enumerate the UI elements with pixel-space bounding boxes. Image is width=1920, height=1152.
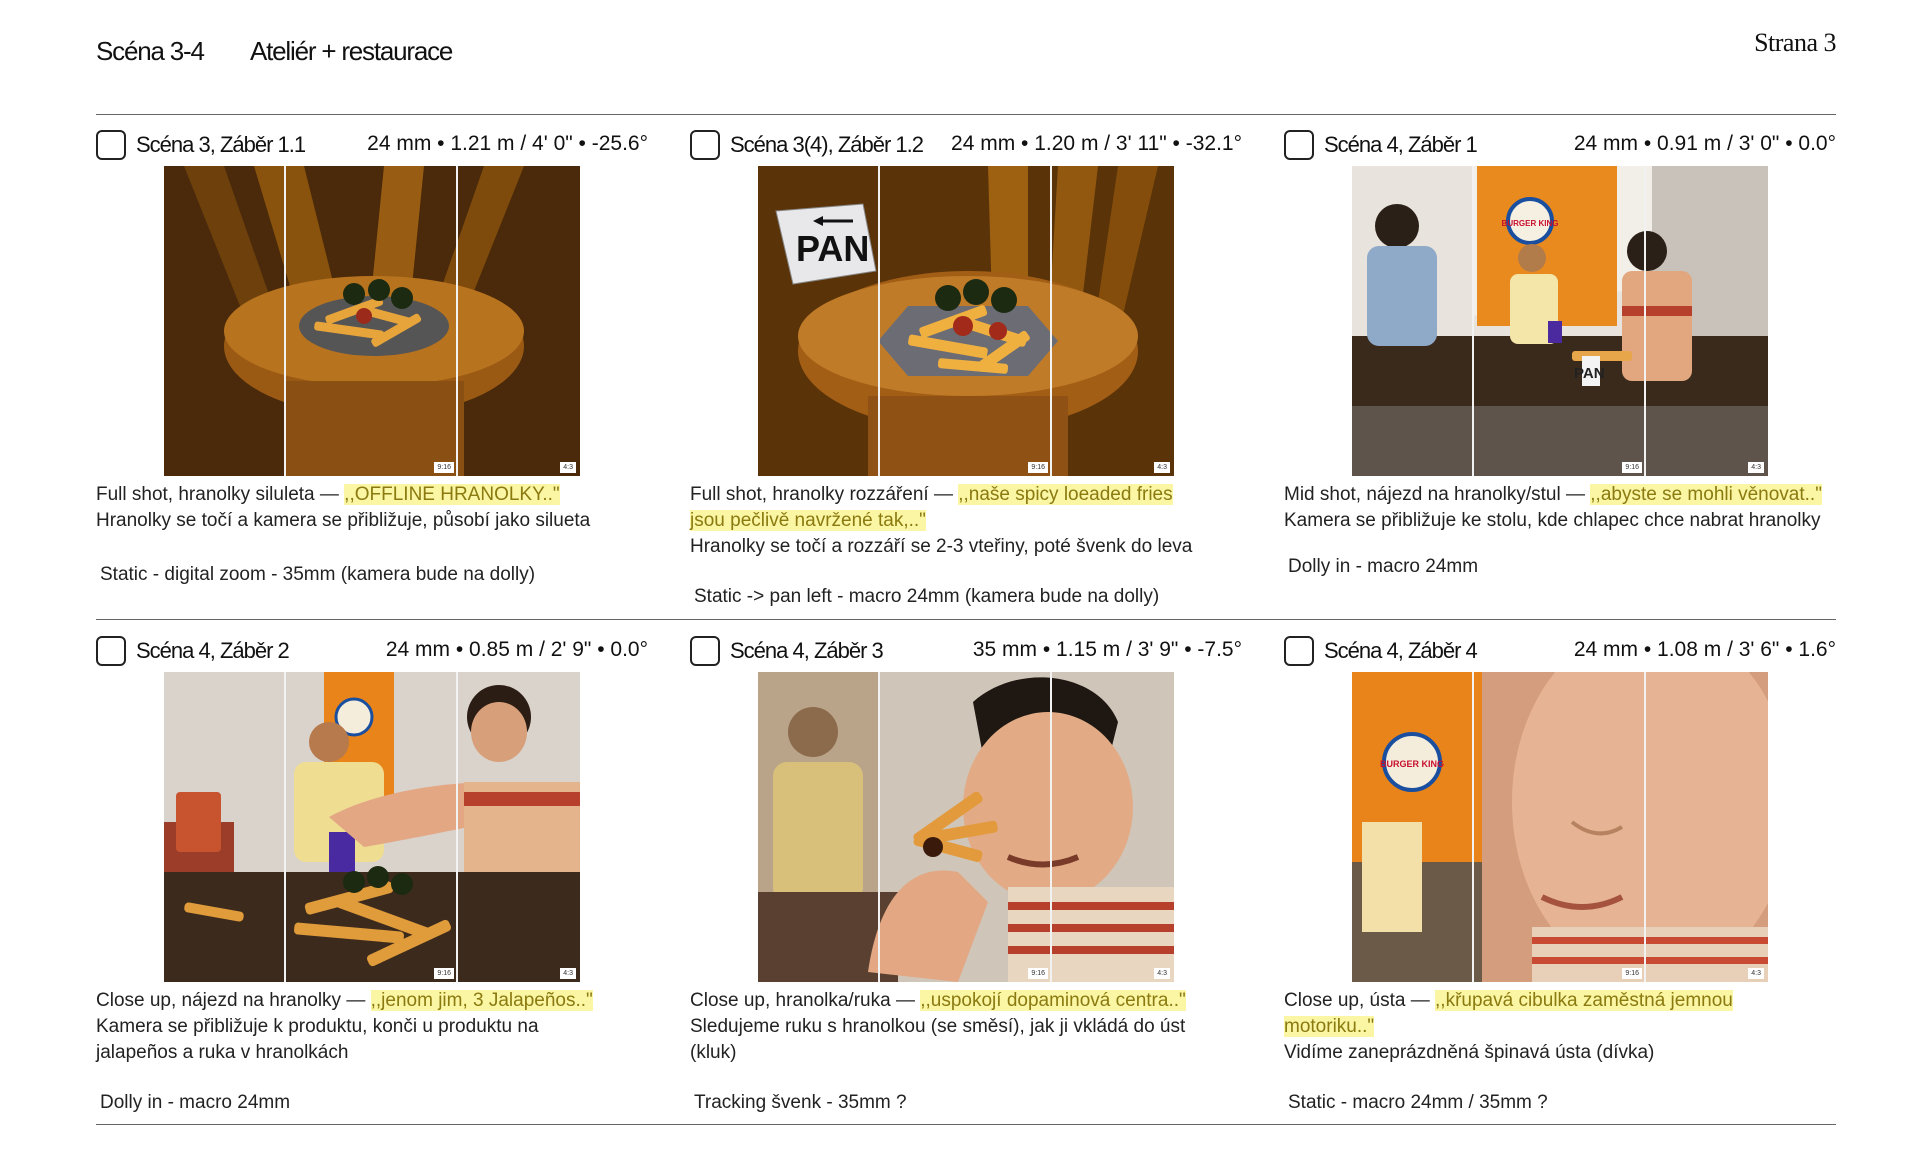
dialogue-quote: ,,jenom jim, 3 Jalapeños.." [370, 990, 593, 1011]
storyboard-frame [1352, 672, 1768, 982]
lens-info: 24 mm • 1.08 m / 3' 6" • 1.6° [1573, 638, 1836, 661]
dialogue-quote: ,,křupavá cibulka zaměstná jemnou [1435, 990, 1733, 1011]
lens-info: 24 mm • 1.21 m / 4' 0" • -25.6° [367, 132, 648, 155]
crop-guide-9-16 [1472, 672, 1646, 982]
storyboard-frame [164, 166, 580, 476]
dialogue-quote: ,,naše spicy loeaded fries [958, 484, 1173, 505]
shot-panel-4 [96, 634, 648, 1134]
shot-checkbox[interactable] [690, 130, 720, 160]
lens-info: 24 mm • 1.20 m / 3' 11" • -32.1° [951, 132, 1242, 155]
shot-panel-2 [690, 128, 1242, 628]
panel-header [1284, 128, 1836, 162]
shot-panel-1 [96, 128, 648, 628]
pan-sign-text: PAN [796, 228, 870, 269]
scene-title: Scéna 3-4 [96, 36, 204, 66]
shot-description [690, 482, 1250, 560]
dialogue-quote: ,,OFFLINE HRANOLKY.." [344, 484, 560, 505]
crop-tag-4-3: 4:3 [560, 462, 576, 473]
description-line-1: Close up, nájezd na hranolky — ,,jenom jim, 3 Jalapeños.." [96, 990, 593, 1011]
shot-description [96, 482, 656, 534]
storyboard-frame [758, 672, 1174, 982]
description-line-1: Close up, hranolka/ruka — ,,uspokojí dopaminová centra.." [690, 990, 1186, 1011]
shot-checkbox[interactable] [690, 636, 720, 666]
crop-guide-9-16 [1472, 166, 1646, 476]
description-line-2 [1284, 1014, 1844, 1040]
crop-tag-9-16: 9:16 [1028, 968, 1048, 979]
crop-tag-9-16: 9:16 [1622, 968, 1642, 979]
shot-label: Scéna 3(4), Záběr 1.2 [730, 132, 924, 157]
shot-checkbox[interactable] [96, 130, 126, 160]
dialogue-quote-continued: jsou pečlivě navržené tak,.." [690, 510, 926, 531]
description-line-1: Full shot, hranolky rozzáření — ,,naše spicy loeaded fries [690, 484, 1173, 505]
crop-guide-9-16 [878, 672, 1052, 982]
top-divider [96, 114, 1836, 115]
crop-guide-9-16 [284, 166, 458, 476]
crop-tag-4-3: 4:3 [1154, 462, 1170, 473]
crop-tag-4-3: 4:3 [1154, 968, 1170, 979]
crop-tag-9-16: 9:16 [434, 968, 454, 979]
camera-technique: Static - digital zoom - 35mm (kamera bude na dolly) [100, 564, 536, 585]
page-number: Strana 3 [1754, 28, 1836, 57]
camera-technique: Static - macro 24mm / 35mm ? [1288, 1092, 1548, 1113]
description-line-3: (kluk) [690, 1042, 737, 1063]
panel-header [690, 128, 1242, 162]
shot-label: Scéna 3, Záběr 1.1 [136, 132, 306, 157]
description-line-2: Sledujeme ruku s hranolkou (se směsí), jak ji vkládá do úst [690, 1016, 1186, 1037]
description-line-1: Close up, ústa — ,,křupavá cibulka zaměstná jemnou [1284, 990, 1733, 1011]
shot-description [690, 988, 1250, 1066]
crop-tag-4-3: 4:3 [560, 968, 576, 979]
shot-panel-5 [690, 634, 1242, 1134]
table-sign-text: PAN [1574, 365, 1605, 382]
burger-logo-text: BURGER KING [1379, 759, 1445, 769]
shot-panel-6 [1284, 634, 1836, 1134]
panel-header [96, 128, 648, 162]
shot-label: Scéna 4, Záběr 1 [1324, 132, 1477, 157]
shot-checkbox[interactable] [1284, 636, 1314, 666]
lens-info: 24 mm • 0.85 m / 2' 9" • 0.0° [385, 638, 648, 661]
dialogue-quote: ,,uspokojí dopaminová centra.." [920, 990, 1186, 1011]
panel-header [1284, 634, 1836, 668]
crop-guide-9-16 [878, 166, 1052, 476]
crop-tag-4-3: 4:3 [1748, 968, 1764, 979]
dialogue-quote: ,,abyste se mohli věnovat.." [1590, 484, 1822, 505]
shot-label: Scéna 4, Záběr 3 [730, 638, 883, 663]
shot-description [96, 988, 656, 1066]
shot-description [1284, 988, 1844, 1066]
lens-info: 24 mm • 0.91 m / 3' 0" • 0.0° [1573, 132, 1836, 155]
description-line-2: Hranolky se točí a kamera se přibližuje, působí jako silueta [96, 510, 591, 531]
crop-guide-9-16 [284, 672, 458, 982]
crop-tag-9-16: 9:16 [434, 462, 454, 473]
description-line-3: jalapeños a ruka v hranolkách [96, 1042, 349, 1063]
shot-description [1284, 482, 1844, 534]
shot-label: Scéna 4, Záběr 2 [136, 638, 289, 663]
shot-panel-3 [1284, 128, 1836, 628]
description-line-1: Mid shot, nájezd na hranolky/stul — ,,abyste se mohli věnovat.." [1284, 484, 1822, 505]
crop-tag-9-16: 9:16 [1622, 462, 1642, 473]
camera-technique: Dolly in - macro 24mm [100, 1092, 291, 1113]
description-line-3: Vidíme zaneprázdněná špinavá ústa (dívka) [1284, 1042, 1655, 1063]
crop-tag-9-16: 9:16 [1028, 462, 1048, 473]
panel-header [690, 634, 1242, 668]
shot-checkbox[interactable] [96, 636, 126, 666]
description-line-2 [690, 508, 1250, 534]
panel-header [96, 634, 648, 668]
description-line-2: Kamera se přibližuje ke stolu, kde chlapec chce nabrat hranolky [1284, 510, 1821, 531]
description-line-1: Full shot, hranolky siluleta — ,,OFFLINE HRANOLKY.." [96, 484, 560, 505]
description-line-3: Hranolky se točí a rozzáří se 2-3 vteřiny, poté švenk do leva [690, 536, 1193, 557]
storyboard-frame [1352, 166, 1768, 476]
location-subtitle: Ateliér + restaurace [250, 36, 453, 66]
lens-info: 35 mm • 1.15 m / 3' 9" • -7.5° [972, 638, 1242, 661]
storyboard-frame [758, 166, 1174, 476]
shot-label: Scéna 4, Záběr 4 [1324, 638, 1477, 663]
description-line-2: Kamera se přibližuje k produktu, konči u produktu na [96, 1016, 539, 1037]
crop-tag-4-3: 4:3 [1748, 462, 1764, 473]
camera-technique: Static -> pan left - macro 24mm (kamera bude na dolly) [694, 586, 1160, 607]
storyboard-frame [164, 672, 580, 982]
camera-technique: Dolly in - macro 24mm [1288, 556, 1479, 577]
burger-logo-text: BURGER KING [1501, 219, 1559, 228]
shot-checkbox[interactable] [1284, 130, 1314, 160]
camera-technique: Tracking švenk - 35mm ? [694, 1092, 907, 1113]
dialogue-quote-continued: motoriku.." [1284, 1016, 1375, 1037]
